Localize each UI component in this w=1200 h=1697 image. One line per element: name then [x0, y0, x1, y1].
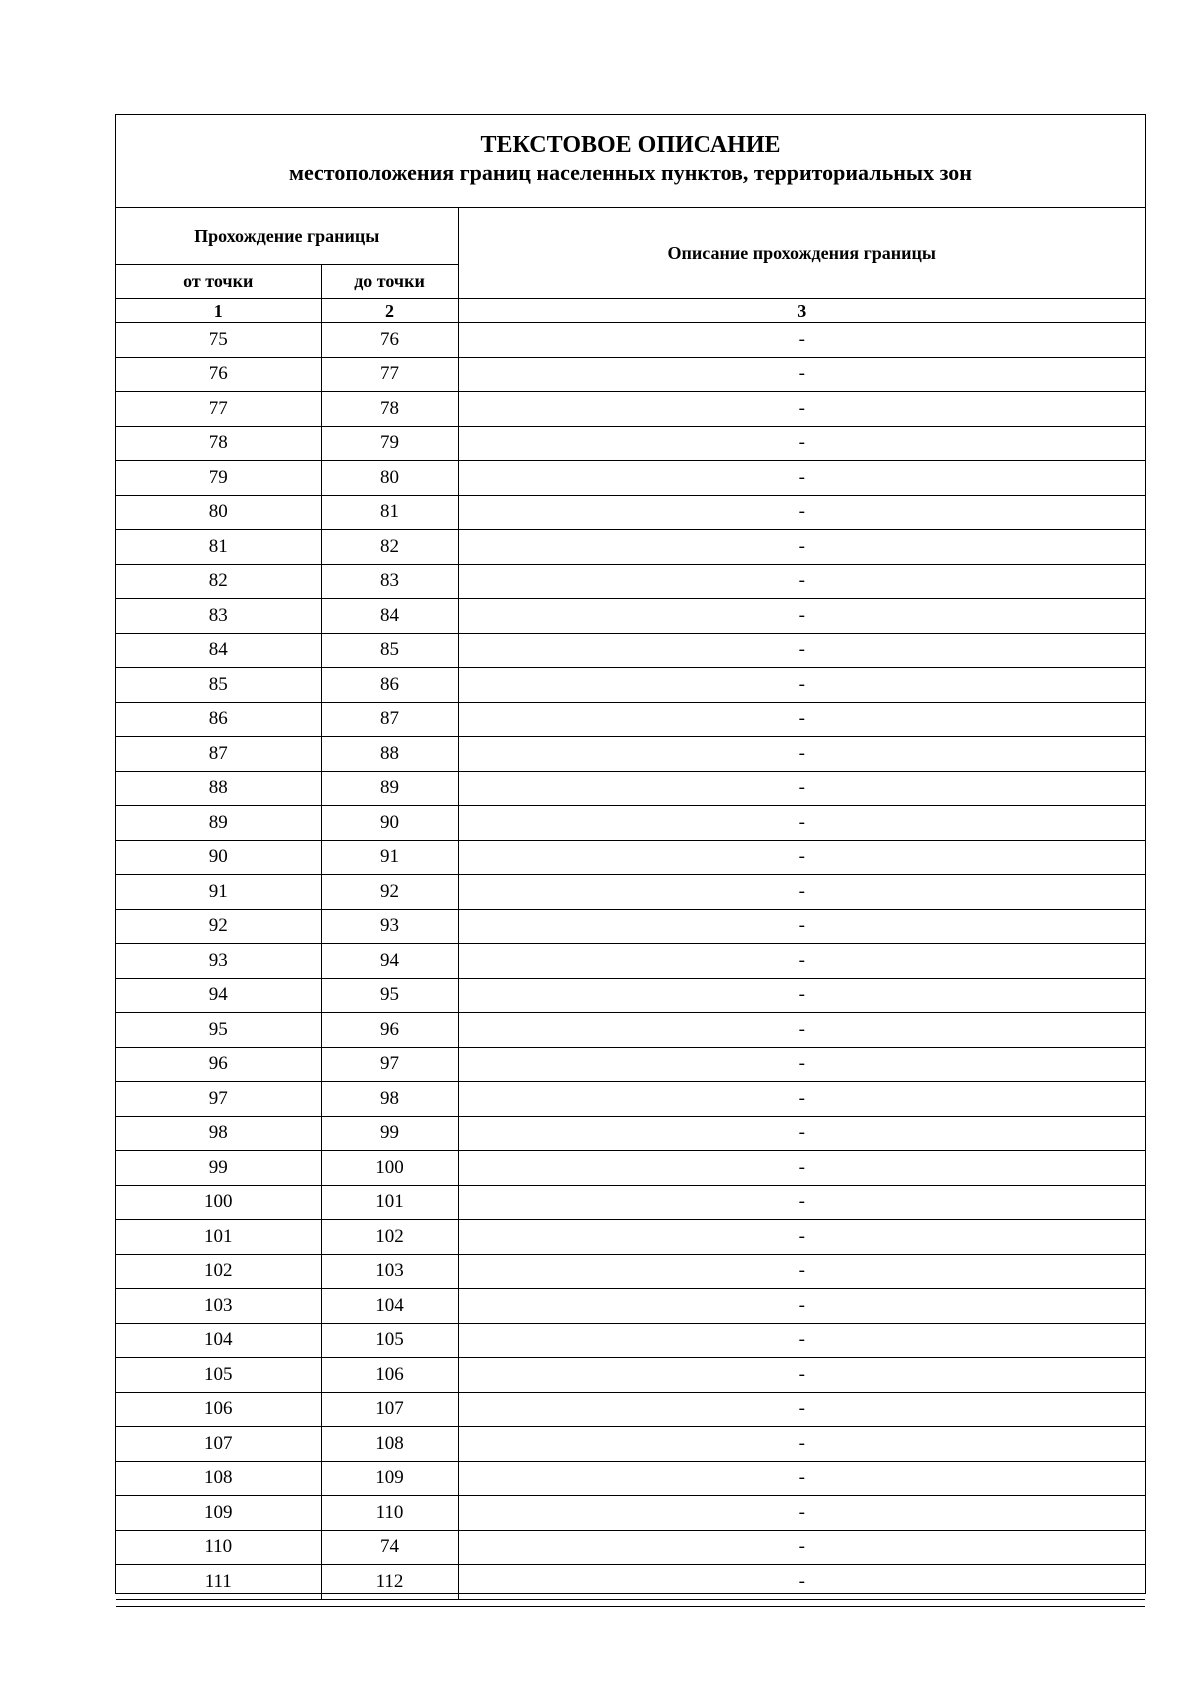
cell-from-point: 77	[116, 392, 321, 427]
header-row	[116, 208, 1145, 265]
cell-description: -	[458, 875, 1145, 910]
cell-to-point: 89	[321, 771, 458, 806]
cell-description: -	[458, 771, 1145, 806]
cell-from-point: 88	[116, 771, 321, 806]
table-row	[116, 633, 1145, 668]
cell-to-point: 81	[321, 495, 458, 530]
cell-to-point: 112	[321, 1565, 458, 1600]
table-row	[116, 944, 1145, 979]
cell-description: -	[458, 806, 1145, 841]
cell-to-point: 109	[321, 1461, 458, 1496]
cell-from-point: 89	[116, 806, 321, 841]
cell-from-point: 78	[116, 426, 321, 461]
cell-description: -	[458, 1047, 1145, 1082]
cell-description: -	[458, 1427, 1145, 1462]
cell-to-point: 88	[321, 737, 458, 772]
cell-from-point: 87	[116, 737, 321, 772]
cell-from-point: 98	[116, 1116, 321, 1151]
cell-to-point: 83	[321, 564, 458, 599]
cell-from-point: 102	[116, 1254, 321, 1289]
table-body	[116, 208, 1145, 1599]
cell-from-point: 106	[116, 1392, 321, 1427]
cell-description: -	[458, 737, 1145, 772]
table-row	[116, 1496, 1145, 1531]
table-row	[116, 599, 1145, 634]
cell-description: -	[458, 840, 1145, 875]
cell-to-point: 84	[321, 599, 458, 634]
table-row	[116, 1254, 1145, 1289]
table-row	[116, 1289, 1145, 1324]
table-row	[116, 771, 1145, 806]
cell-to-point: 87	[321, 702, 458, 737]
table-row	[116, 564, 1145, 599]
table-row	[116, 1358, 1145, 1393]
boundary-table	[116, 208, 1145, 1600]
cell-from-point: 93	[116, 944, 321, 979]
cell-to-point: 76	[321, 323, 458, 358]
cell-to-point: 108	[321, 1427, 458, 1462]
table-row	[116, 978, 1145, 1013]
document-frame	[115, 114, 1146, 1594]
cell-to-point: 79	[321, 426, 458, 461]
cell-description: -	[458, 392, 1145, 427]
cell-from-point: 99	[116, 1151, 321, 1186]
cell-to-point: 78	[321, 392, 458, 427]
cell-description: -	[458, 1565, 1145, 1600]
table-row	[116, 1565, 1145, 1600]
cell-description: -	[458, 1254, 1145, 1289]
cell-from-point: 90	[116, 840, 321, 875]
cell-from-point: 100	[116, 1185, 321, 1220]
column-number-2: 2	[321, 299, 458, 323]
cell-to-point: 100	[321, 1151, 458, 1186]
cell-from-point: 109	[116, 1496, 321, 1531]
cell-to-point: 107	[321, 1392, 458, 1427]
cell-description: -	[458, 1323, 1145, 1358]
table-row	[116, 702, 1145, 737]
cell-to-point: 86	[321, 668, 458, 703]
cell-description: -	[458, 633, 1145, 668]
table-row	[116, 840, 1145, 875]
cell-description: -	[458, 1151, 1145, 1186]
table-row	[116, 1082, 1145, 1117]
cell-from-point: 82	[116, 564, 321, 599]
cell-to-point: 102	[321, 1220, 458, 1255]
cell-from-point: 97	[116, 1082, 321, 1117]
cell-to-point: 98	[321, 1082, 458, 1117]
cell-to-point: 93	[321, 909, 458, 944]
cell-description: -	[458, 1358, 1145, 1393]
cell-from-point: 84	[116, 633, 321, 668]
table-row	[116, 530, 1145, 565]
cell-description: -	[458, 1496, 1145, 1531]
table-row	[116, 357, 1145, 392]
table-row	[116, 737, 1145, 772]
cell-to-point: 103	[321, 1254, 458, 1289]
cell-from-point: 103	[116, 1289, 321, 1324]
cell-description: -	[458, 1116, 1145, 1151]
cell-from-point: 95	[116, 1013, 321, 1048]
cell-from-point: 96	[116, 1047, 321, 1082]
cell-description: -	[458, 1082, 1145, 1117]
table-row	[116, 1185, 1145, 1220]
table-row	[116, 461, 1145, 496]
cell-to-point: 95	[321, 978, 458, 1013]
cell-to-point: 105	[321, 1323, 458, 1358]
cell-to-point: 90	[321, 806, 458, 841]
title-block	[116, 115, 1145, 208]
cell-description: -	[458, 1013, 1145, 1048]
cell-description: -	[458, 564, 1145, 599]
table-row	[116, 909, 1145, 944]
cell-from-point: 111	[116, 1565, 321, 1600]
table-row	[116, 1151, 1145, 1186]
cell-to-point: 94	[321, 944, 458, 979]
cell-to-point: 101	[321, 1185, 458, 1220]
table-row	[116, 806, 1145, 841]
header-description: Описание прохождения границы	[458, 208, 1145, 299]
column-number-row	[116, 299, 1145, 323]
table-row	[116, 1013, 1145, 1048]
table-row	[116, 392, 1145, 427]
cell-from-point: 94	[116, 978, 321, 1013]
table-row	[116, 1461, 1145, 1496]
cell-from-point: 107	[116, 1427, 321, 1462]
cell-from-point: 76	[116, 357, 321, 392]
cell-description: -	[458, 530, 1145, 565]
cell-from-point: 80	[116, 495, 321, 530]
cell-description: -	[458, 1461, 1145, 1496]
cell-from-point: 83	[116, 599, 321, 634]
cell-description: -	[458, 1289, 1145, 1324]
cell-description: -	[458, 668, 1145, 703]
cell-from-point: 108	[116, 1461, 321, 1496]
cell-description: -	[458, 461, 1145, 496]
table-row	[116, 875, 1145, 910]
cell-to-point: 104	[321, 1289, 458, 1324]
cell-description: -	[458, 1530, 1145, 1565]
cell-to-point: 97	[321, 1047, 458, 1082]
cell-from-point: 86	[116, 702, 321, 737]
header-from-point: от точки	[116, 265, 321, 299]
table-row	[116, 1323, 1145, 1358]
cell-to-point: 106	[321, 1358, 458, 1393]
table-row	[116, 1427, 1145, 1462]
table-row	[116, 1530, 1145, 1565]
cell-description: -	[458, 978, 1145, 1013]
cell-to-point: 82	[321, 530, 458, 565]
cell-from-point: 92	[116, 909, 321, 944]
cell-from-point: 91	[116, 875, 321, 910]
column-number-1: 1	[116, 299, 321, 323]
cell-to-point: 74	[321, 1530, 458, 1565]
table-bottom-rule	[116, 1600, 1145, 1607]
cell-from-point: 79	[116, 461, 321, 496]
cell-to-point: 77	[321, 357, 458, 392]
cell-description: -	[458, 944, 1145, 979]
cell-to-point: 91	[321, 840, 458, 875]
cell-description: -	[458, 495, 1145, 530]
cell-from-point: 105	[116, 1358, 321, 1393]
document-subtitle: местоположения границ населенных пунктов, территориальных зон	[289, 160, 972, 185]
cell-to-point: 110	[321, 1496, 458, 1531]
cell-description: -	[458, 1392, 1145, 1427]
table-row	[116, 323, 1145, 358]
cell-from-point: 110	[116, 1530, 321, 1565]
header-to-point: до точки	[321, 265, 458, 299]
header-boundary-passage: Прохождение границы	[116, 208, 458, 265]
cell-from-point: 101	[116, 1220, 321, 1255]
cell-description: -	[458, 702, 1145, 737]
cell-from-point: 75	[116, 323, 321, 358]
cell-description: -	[458, 357, 1145, 392]
cell-from-point: 104	[116, 1323, 321, 1358]
cell-description: -	[458, 323, 1145, 358]
cell-from-point: 85	[116, 668, 321, 703]
table-row	[116, 1116, 1145, 1151]
cell-from-point: 81	[116, 530, 321, 565]
table-row	[116, 1220, 1145, 1255]
table-row	[116, 668, 1145, 703]
cell-to-point: 99	[321, 1116, 458, 1151]
cell-description: -	[458, 1185, 1145, 1220]
cell-description: -	[458, 909, 1145, 944]
table-row	[116, 1047, 1145, 1082]
cell-description: -	[458, 426, 1145, 461]
cell-to-point: 85	[321, 633, 458, 668]
cell-to-point: 96	[321, 1013, 458, 1048]
cell-to-point: 92	[321, 875, 458, 910]
cell-description: -	[458, 599, 1145, 634]
cell-description: -	[458, 1220, 1145, 1255]
column-number-3: 3	[458, 299, 1145, 323]
table-row	[116, 495, 1145, 530]
table-row	[116, 426, 1145, 461]
cell-to-point: 80	[321, 461, 458, 496]
document-title: ТЕКСТОВОЕ ОПИСАНИЕ	[480, 132, 781, 158]
table-row	[116, 1392, 1145, 1427]
